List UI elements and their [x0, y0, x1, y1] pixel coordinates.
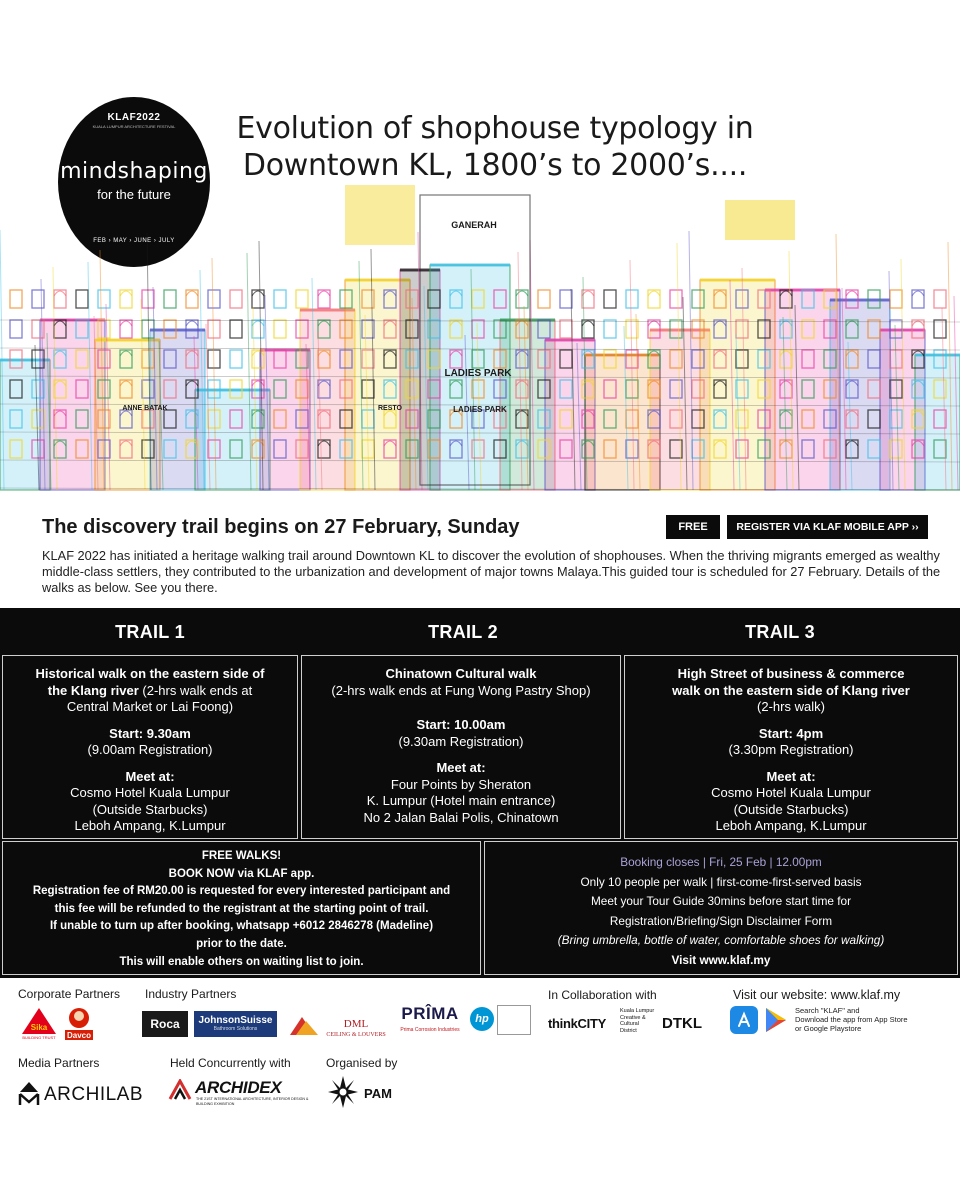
trail-start-heading: The discovery trail begins on 27 February, Sunday — [42, 516, 520, 538]
logo-for-the-future: for the future — [97, 187, 171, 202]
trail-1-name-line — [3, 683, 297, 700]
booking-visit-link[interactable]: Visit www.klaf.my — [671, 952, 771, 967]
app-text-line: or Google Playstore — [795, 1024, 862, 1033]
industry-partners-label: Industry Partners — [145, 987, 237, 1001]
trail-1-detail: Central Market or Lai Foong) — [66, 699, 234, 714]
trail-1-meet-line: (Outside Starbucks) — [92, 801, 208, 817]
trail-2-name-line: Chinatown Cultural walk — [385, 666, 537, 681]
prima-sub-text: Prima Corrosion Industries — [400, 1027, 460, 1033]
trail-1-start: Start: 9.30am — [109, 725, 191, 741]
booking-line: FREE WALKS! — [201, 850, 282, 862]
trail-3-name-line: High Street of business & commerce — [677, 666, 905, 681]
sika-logo — [22, 1008, 56, 1040]
trail-1-title: TRAIL 1 — [115, 622, 185, 642]
booking-capacity: Only 10 people per walk | first-come-first-served basis — [580, 874, 862, 889]
hp-partner-mark — [497, 1005, 531, 1035]
trail-1-name-line: Historical walk on the eastern side of — [35, 666, 265, 681]
logo-klaf-text: KLAF2022 — [107, 112, 161, 123]
trail-3-meet-line: Leboh Ampang, K.Lumpur — [715, 818, 867, 833]
corporate-partners-label: Corporate Partners — [18, 987, 121, 1001]
intro-paragraph: KLAF 2022 has initiated a heritage walking trail around Downtown KL to discover the evolution of shophouses. When the thriving migrants emerged as wealthy middle-class settlers, they contributed to the urbanization and development of major towns Malaya.This guided tour is scheduled for 27 February. Details of the walks as below. See you there. — [42, 548, 941, 595]
dtkl-logo: DTKL — [662, 1015, 702, 1032]
free-badge: FREE — [666, 515, 720, 539]
illustration-sign-text: RESTO — [378, 405, 402, 412]
booking-closes: Booking closes | Fri, 25 Feb | 12.00pm — [620, 855, 822, 869]
davco-logo — [62, 1006, 96, 1042]
booking-guide-line: Meet your Tour Guide 30mins before start time for — [590, 894, 852, 908]
logo-months: FEB › MAY › JUNE › JULY — [93, 238, 175, 244]
archidex-sub-text: THE 21ST INTERNATIONAL ARCHITECTURE, INTERIOR DESIGN & BUILDING EXHIBITION — [196, 1097, 309, 1106]
trail-2-registration: (9.30am Registration) — [398, 733, 524, 749]
trail-3-meet-label: Meet at: — [766, 768, 816, 784]
app-store-icon[interactable] — [730, 1006, 758, 1034]
shophouse-illustration — [0, 170, 960, 510]
trails-section — [0, 608, 960, 978]
booking-info-right — [484, 841, 958, 975]
logo-mindshaping: mindshaping — [60, 159, 208, 184]
johnsonsuisse-logo — [194, 1011, 277, 1037]
app-text-line: Download the app from App Store — [795, 1015, 908, 1024]
trail-1-name-part: the Klang river — [47, 682, 139, 698]
trail-3-registration: (3.30pm Registration) — [728, 742, 854, 757]
illustration-sign-text: ANNE BATAK — [122, 405, 168, 412]
trail-3-meet-line: Cosmo Hotel Kuala Lumpur — [711, 785, 871, 800]
title-line-1: Evolution of shophouse typology in — [236, 111, 754, 146]
archidex-logo: ARCHIDEX — [195, 1078, 282, 1097]
trail-1-card — [2, 655, 298, 839]
illustration-sign-text: LADIES PARK — [444, 368, 512, 379]
davco-text: Davco — [66, 1031, 92, 1040]
thinkcity-logo: thinkCITY — [548, 1016, 606, 1031]
pam-emblem-icon — [326, 1074, 360, 1110]
trail-2-card — [301, 655, 621, 839]
trail-3-detail: (2-hrs walk) — [757, 699, 825, 714]
sika-text: Sika — [30, 1023, 48, 1032]
register-app-button[interactable]: REGISTER VIA KLAF MOBILE APP ›› — [727, 515, 928, 539]
trail-3-name-line: walk on the eastern side of Klang river — [672, 682, 910, 698]
pam-logo: PAM — [364, 1086, 392, 1101]
klcc-district-logo: Kuala Lumpur Creative & Cultural District — [620, 1008, 655, 1034]
trail-2-detail: (2-hrs walk ends at Fung Wong Pastry Shop) — [331, 682, 591, 698]
trail-3-start: Start: 4pm — [758, 725, 824, 741]
prima-logo — [396, 1004, 464, 1038]
trail-3-title: TRAIL 3 — [745, 622, 815, 642]
dml-sub-text: CEILING & LOUVERS — [326, 1032, 386, 1038]
archilab-icon — [18, 1080, 40, 1106]
booking-line: BOOK NOW via KLAF app. — [168, 867, 315, 880]
booking-info-left — [2, 841, 481, 975]
logo-sub-text: KUALA LUMPUR ARCHITECTURE FESTIVAL — [92, 124, 176, 129]
google-play-icon[interactable] — [764, 1006, 788, 1034]
trail-2-meet-line: No 2 Jalan Balai Polis, Chinatown — [363, 809, 559, 825]
booking-note: (Bring umbrella, bottle of water, comfortable shoes for walking) — [557, 933, 885, 947]
trail-2-title: TRAIL 2 — [428, 622, 498, 642]
trail-2-meet-line: K. Lumpur (Hotel main entrance) — [366, 793, 556, 808]
booking-line: prior to the date. — [196, 937, 287, 950]
held-concurrently-label: Held Concurrently with — [170, 1056, 291, 1070]
dml-logo — [288, 1013, 392, 1039]
illustration-sign-text: GANERAH — [451, 220, 497, 230]
trail-2-meet-line: Four Points by Sheraton — [390, 776, 532, 792]
booking-line: If unable to turn up after booking, whatsapp +6012 2846278 (Madeline) — [49, 920, 434, 933]
sika-sub-text: BUILDING TRUST — [22, 1035, 56, 1040]
trail-3-card — [624, 655, 958, 839]
archilab-logo: ARCHILAB — [44, 1084, 144, 1105]
booking-line: Registration fee of RM20.00 is requested for every interested participant and — [32, 885, 451, 898]
archidex-icon — [168, 1079, 194, 1101]
trail-1-meet-label: Meet at: — [125, 768, 175, 784]
title-line-2: Downtown KL, 1800’s to 2000’s.... — [242, 148, 748, 183]
trail-2-meet-label: Meet at: — [436, 760, 486, 775]
app-download-instructions — [795, 1006, 908, 1033]
trail-1-meet-line: Leboh Ampang, K.Lumpur — [74, 818, 226, 833]
trail-1-registration: (9.00am Registration) — [87, 742, 213, 757]
organised-by-label: Organised by — [326, 1056, 398, 1070]
trail-1-meet-line: Cosmo Hotel Kuala Lumpur — [70, 785, 230, 800]
illustration-sign-text: LADIES PARK — [453, 405, 507, 414]
collaboration-label: In Collaboration with — [548, 988, 657, 1002]
media-partners-label: Media Partners — [18, 1056, 100, 1070]
booking-line: this fee will be refunded to the registrant at the starting point of trail. — [54, 902, 429, 915]
booking-guide-line: Registration/Briefing/Sign Disclaimer Form — [609, 913, 833, 928]
dml-text: DML — [343, 1018, 369, 1030]
trail-3-meet-line: (Outside Starbucks) — [733, 801, 849, 817]
johnson-sub-text: Bathroom Solutions — [213, 1026, 258, 1032]
roca-logo: Roca — [142, 1011, 188, 1037]
hp-logo: hp — [470, 1007, 494, 1031]
website-label: Visit our website: www.klaf.my — [733, 988, 901, 1002]
prima-text: PRÎMA — [401, 1004, 459, 1023]
trail-2-start: Start: 10.00am — [416, 717, 506, 732]
booking-line: This will enable others on waiting list to join. — [119, 955, 364, 968]
trail-1-duration: (2-hrs walk ends at — [138, 682, 253, 698]
johnson-text: JohnsonSuisse — [198, 1015, 273, 1026]
app-text-line: Search "KLAF" and — [795, 1006, 860, 1015]
